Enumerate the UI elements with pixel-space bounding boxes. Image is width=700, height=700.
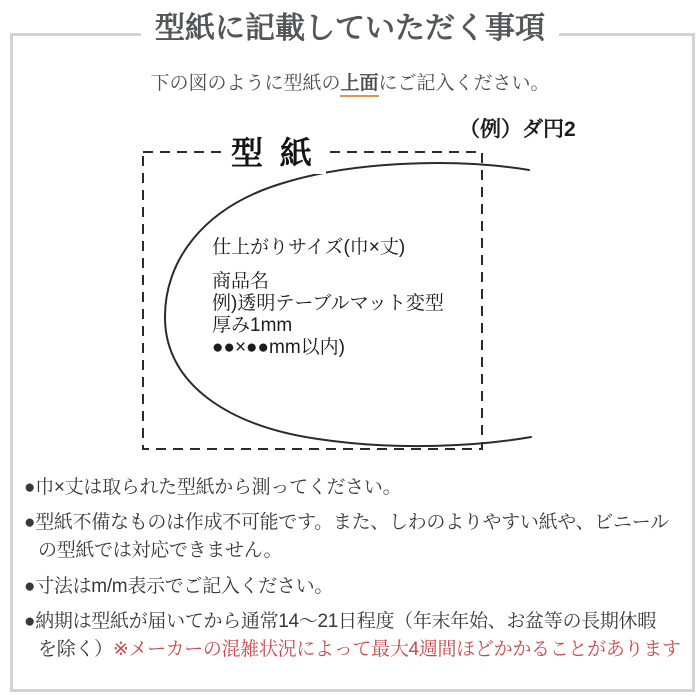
finished-size-line: 仕上がりサイズ(巾×丈) (212, 237, 406, 258)
bullet-icon: ● (24, 576, 36, 597)
note-item-measure (24, 474, 692, 502)
notes-list (24, 474, 692, 671)
diagram-annotation (212, 237, 444, 359)
note-text: 寸法はm/m表示でご記入ください。 (35, 576, 334, 597)
note-item-delivery (24, 608, 692, 664)
subtitle-prefix: 下の図のように型紙の (150, 73, 341, 94)
product-name-line: 商品名 (212, 271, 270, 292)
warning-text: ※メーカーの混雑状況によって最大4週間ほどかかることがあります (112, 639, 681, 660)
subtitle-suffix: にご記入ください。 (378, 73, 550, 94)
product-example-line: 例)透明テーブルマット変型 (212, 293, 444, 314)
note-text: 型紙不備なものは作成不可能です。また、しわのよりやすい紙や、ビニール (35, 512, 669, 533)
bullet-icon: ● (24, 611, 36, 632)
note-item-units (24, 573, 692, 601)
note-text: 巾×丈は取られた型紙から測ってください。 (35, 477, 402, 498)
bullet-icon: ● (24, 512, 36, 533)
page-title: 型紙に記載していただく事項 (141, 9, 559, 48)
note-text-continued: の型紙では対応できません。 (38, 540, 283, 561)
dimensions-line: ●●×●●mm以内) (212, 337, 345, 358)
subtitle-emphasis: 上面 (340, 73, 378, 97)
thickness-line: 厚み1mm (212, 315, 293, 336)
bullet-icon: ● (24, 477, 36, 498)
note-text: 納期は型紙が届いてから通常14～21日程度（年末年始、お盆等の長期休暇 (35, 611, 656, 632)
note-text-continued: を除く） (38, 639, 113, 660)
pattern-paper-label: 型 紙 (221, 128, 326, 174)
example-label: （例）ダ円2 (459, 118, 576, 141)
note-item-defective (24, 509, 692, 565)
